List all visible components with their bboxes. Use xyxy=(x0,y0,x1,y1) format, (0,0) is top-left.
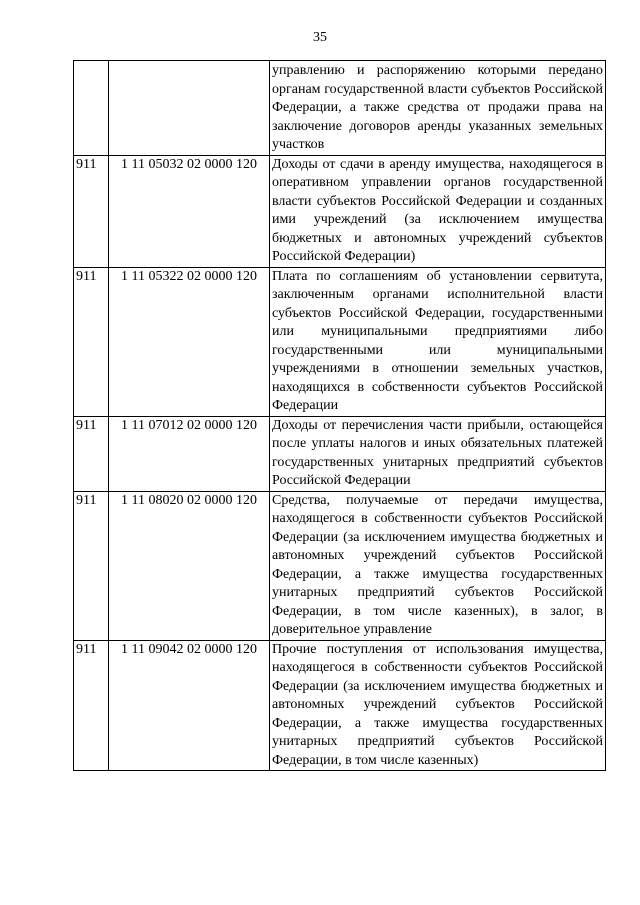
income-description-cell: Средства, получаемые от передачи имущества, находящегося в собственности субъектов Российской Федерации (за исключением имущества бюджетных и автономных учреждений субъектов Российской Федерации, а также имущества государственных унитарных предприятий субъектов Российской Федерации, в том числе казенных), в залог, в доверительное управление xyxy=(270,491,606,640)
budget-income-table xyxy=(73,60,606,771)
budget-code-cell: 1 11 08020 02 0000 120 xyxy=(109,491,270,640)
budget-code-cell: 1 11 09042 02 0000 120 xyxy=(109,640,270,771)
income-description-cell: Прочие поступления от использования имущества, находящегося в собственности субъектов Российской Федерации (за исключением имущества бюджетных и автономных учреждений субъектов Российской Федерации, а также имущества государственных унитарных предприятий субъектов Российской Федерации, в том числе казенных) xyxy=(270,640,606,771)
budget-code-cell: 1 11 07012 02 0000 120 xyxy=(109,416,270,491)
table-row xyxy=(74,61,606,156)
income-description-cell: Доходы от перечисления части прибыли, остающейся после уплаты налогов и иных обязательных платежей государственных унитарных предприятий субъектов Российской Федерации xyxy=(270,416,606,491)
page-number: 35 xyxy=(313,30,327,45)
income-description-cell: Плата по соглашениям об установлении сервитута, заключенным органами исполнительной власти субъектов Российской Федерации, государственными или муниципальными предприятиями либо государственными или муниципальными учреждениями в отношении земельных участков, находящихся в собственности субъектов Российской Федерации xyxy=(270,267,606,416)
income-description-cell: управлению и распоряжению которыми передано органам государственной власти субъектов Российской Федерации, а также средства от продажи права на заключение договоров аренды указанных земельных участков xyxy=(270,61,606,156)
admin-code-cell xyxy=(74,61,109,156)
budget-code-cell xyxy=(109,61,270,156)
table-row xyxy=(74,267,606,416)
table-row xyxy=(74,155,606,267)
income-description-cell: Доходы от сдачи в аренду имущества, находящегося в оперативном управлении органов государственной власти субъектов Российской Федерации и созданных ими учреждений (за исключением имущества бюджетных и автономных учреждений субъектов Российской Федерации) xyxy=(270,155,606,267)
admin-code-cell: 911 xyxy=(74,155,109,267)
budget-code-cell: 1 11 05322 02 0000 120 xyxy=(109,267,270,416)
table-row xyxy=(74,491,606,640)
admin-code-cell: 911 xyxy=(74,267,109,416)
admin-code-cell: 911 xyxy=(74,416,109,491)
admin-code-cell: 911 xyxy=(74,491,109,640)
admin-code-cell: 911 xyxy=(74,640,109,771)
table-row xyxy=(74,640,606,771)
budget-code-cell: 1 11 05032 02 0000 120 xyxy=(109,155,270,267)
table-row xyxy=(74,416,606,491)
